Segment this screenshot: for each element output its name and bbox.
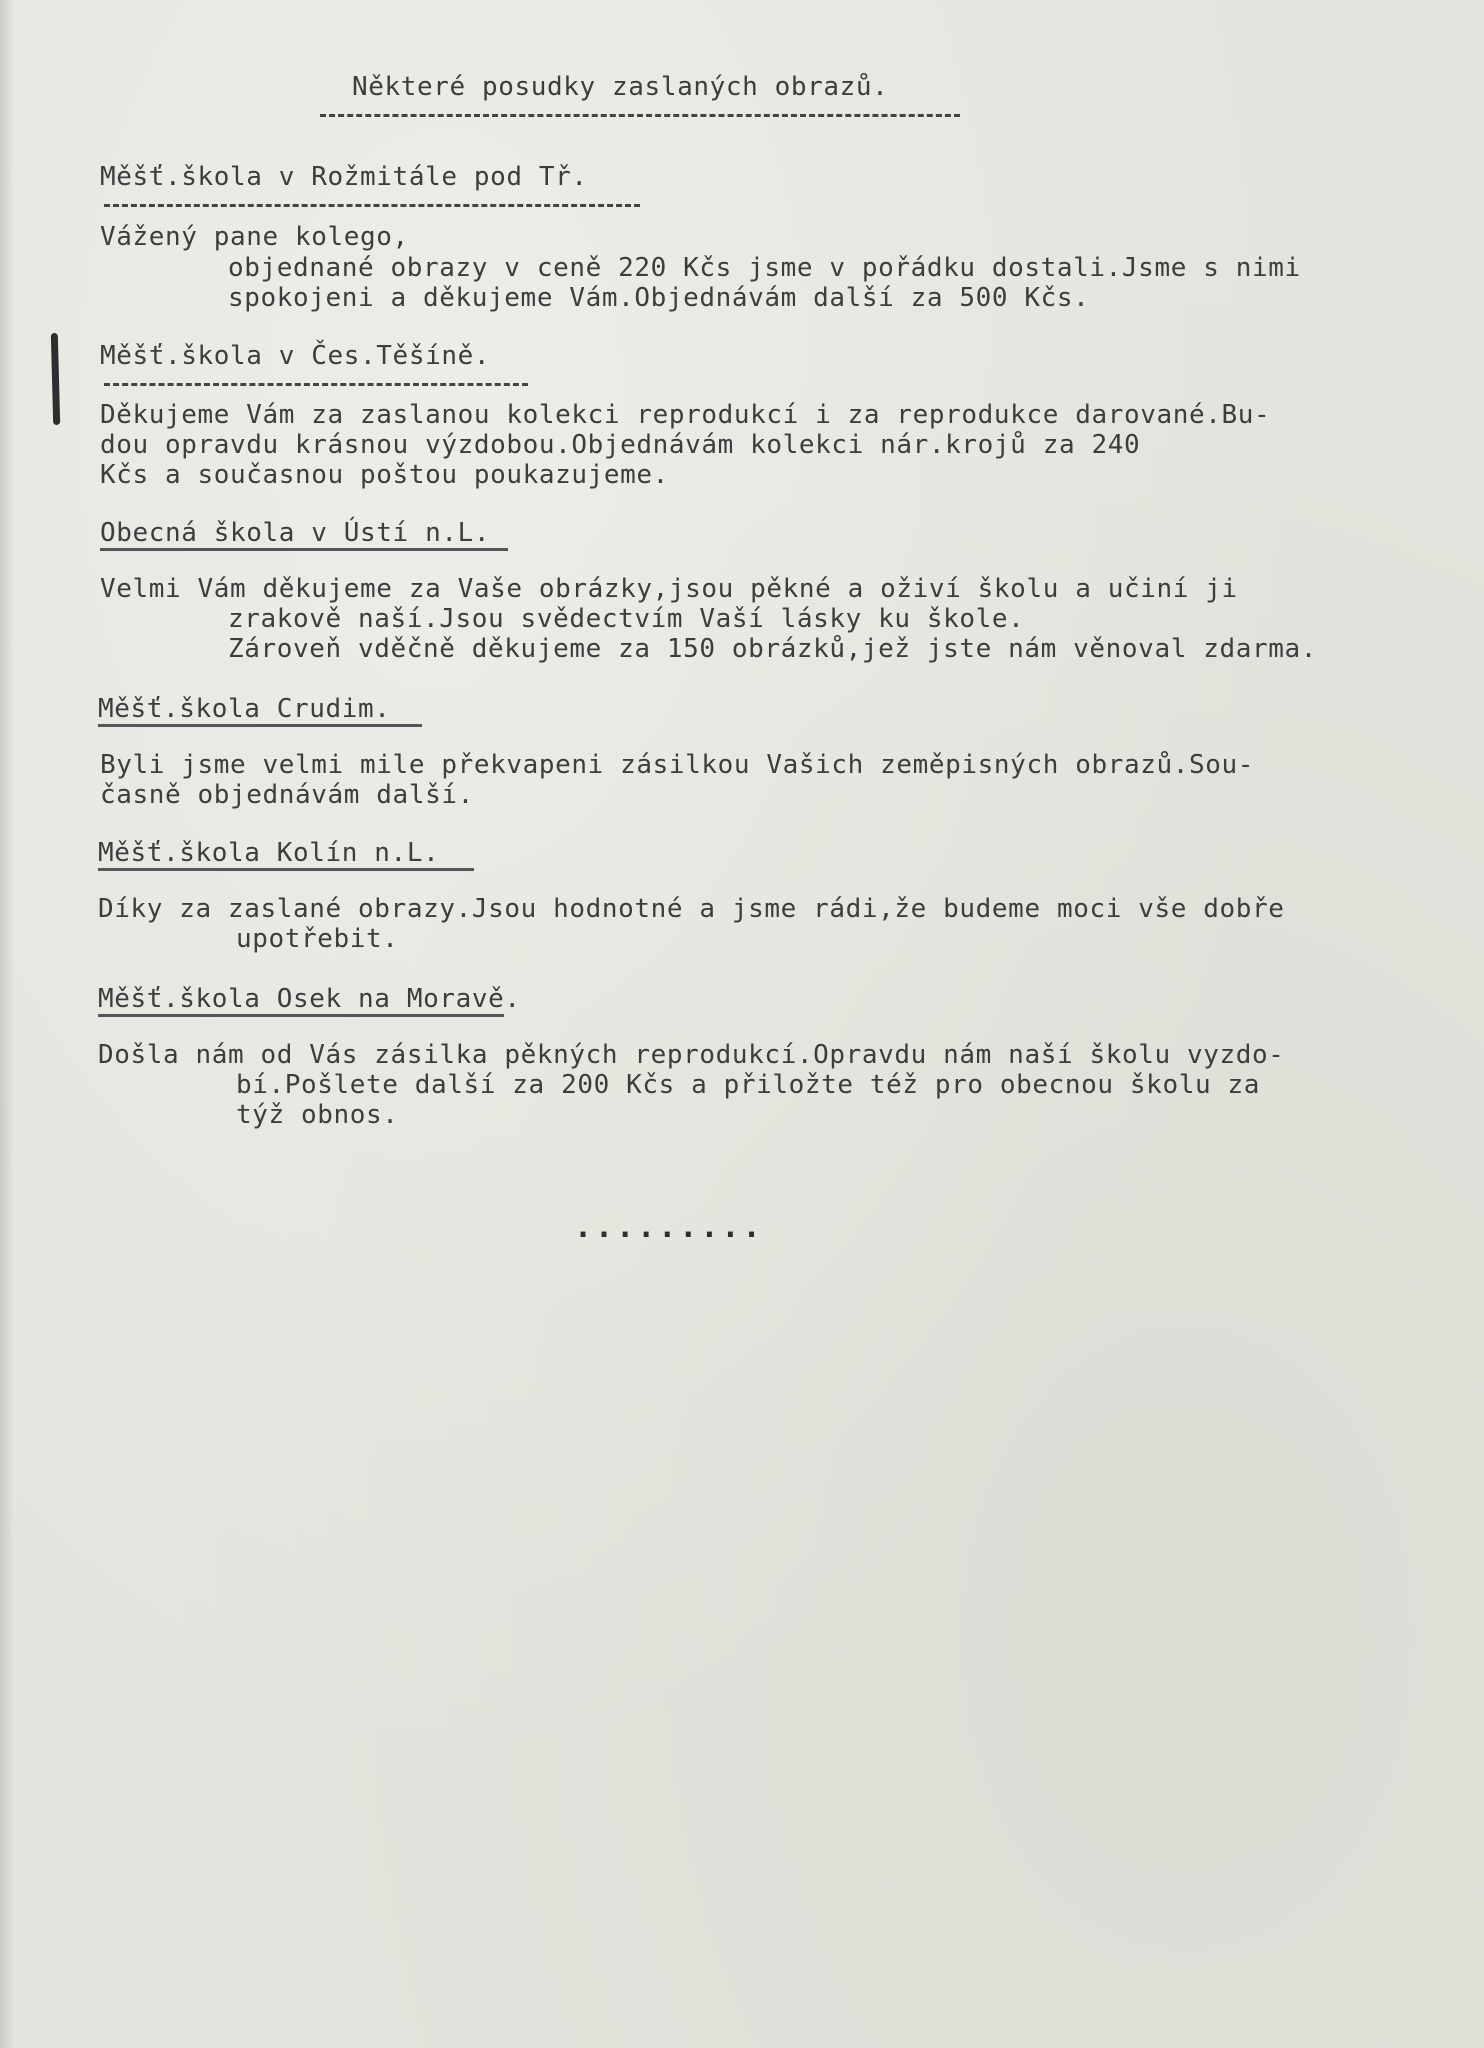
margin-pen-mark [51,333,60,425]
page-edge-shadow [0,0,14,2048]
entry-heading-3: Obecná škola v Ústí n.L. [100,518,491,548]
entry-underline-5 [98,868,474,871]
entry-1-line-1: Vážený pane kolego, [100,222,409,252]
entry-heading-4: Měšť.škola Crudim. [98,694,391,724]
entry-6-line-2: bí.Pošlete další za 200 Kčs a přiložte též pro obecnou školu za [236,1070,1260,1100]
entry-heading-2: Měšť.škola v Čes.Těšíně. [100,341,491,371]
entry-3-line-3: Zároveň vděčně děkujeme za 150 obrázků,jež jste nám věnoval zdarma. [228,634,1317,664]
entry-5-line-1: Díky za zaslané obrazy.Jsou hodnotné a jsme rádi,že budeme moci vše dobře [98,894,1285,924]
entry-underline-6 [98,1014,504,1017]
end-dots: ......... [574,1210,764,1245]
entry-2-line-1: Děkujeme Vám za zaslanou kolekci reprodukcí i za reprodukce darované.Bu- [100,400,1271,430]
document-title: Některé posudky zaslaných obrazů. [352,72,889,102]
entry-heading-5: Měšť.škola Kolín n.L. [98,838,440,868]
entry-underline-1 [104,204,640,207]
entry-2-line-3: Kčs a současnou poštou poukazujeme. [100,460,669,490]
entry-underline-3 [100,548,508,551]
entry-6-line-1: Došla nám od Vás zásilka pěkných reprodukcí.Opravdu nám naší školu vyzdo- [98,1040,1285,1070]
entry-heading-6: Měšť.škola Osek na Moravě. [98,984,521,1014]
entry-5-line-2: upotřebit. [236,924,399,954]
entry-3-line-2: zrakově naší.Jsou svědectvím Vaší lásky ku škole. [228,604,1025,634]
entry-underline-2 [104,383,528,386]
entry-1-line-3: spokojeni a děkujeme Vám.Objednávám další za 500 Kčs. [228,283,1090,313]
entry-6-line-3: týž obnos. [236,1100,399,1130]
entry-heading-1: Měšť.škola v Rožmitále pod Tř. [100,162,588,192]
entry-4-line-1: Byli jsme velmi mile překvapeni zásilkou Vašich zeměpisných obrazů.Sou- [100,750,1254,780]
entry-3-line-1: Velmi Vám děkujeme za Vaše obrázky,jsou pěkné a oživí školu a učiní ji [100,574,1238,604]
entry-1-line-2: objednané obrazy v ceně 220 Kčs jsme v pořádku dostali.Jsme s nimi [228,253,1301,283]
entry-underline-4 [98,724,422,727]
entry-2-line-2: dou opravdu krásnou výzdobou.Objednávám kolekci nár.krojů za 240 [100,430,1141,460]
entry-4-line-2: časně objednávám další. [100,780,474,810]
title-underline [320,114,960,117]
